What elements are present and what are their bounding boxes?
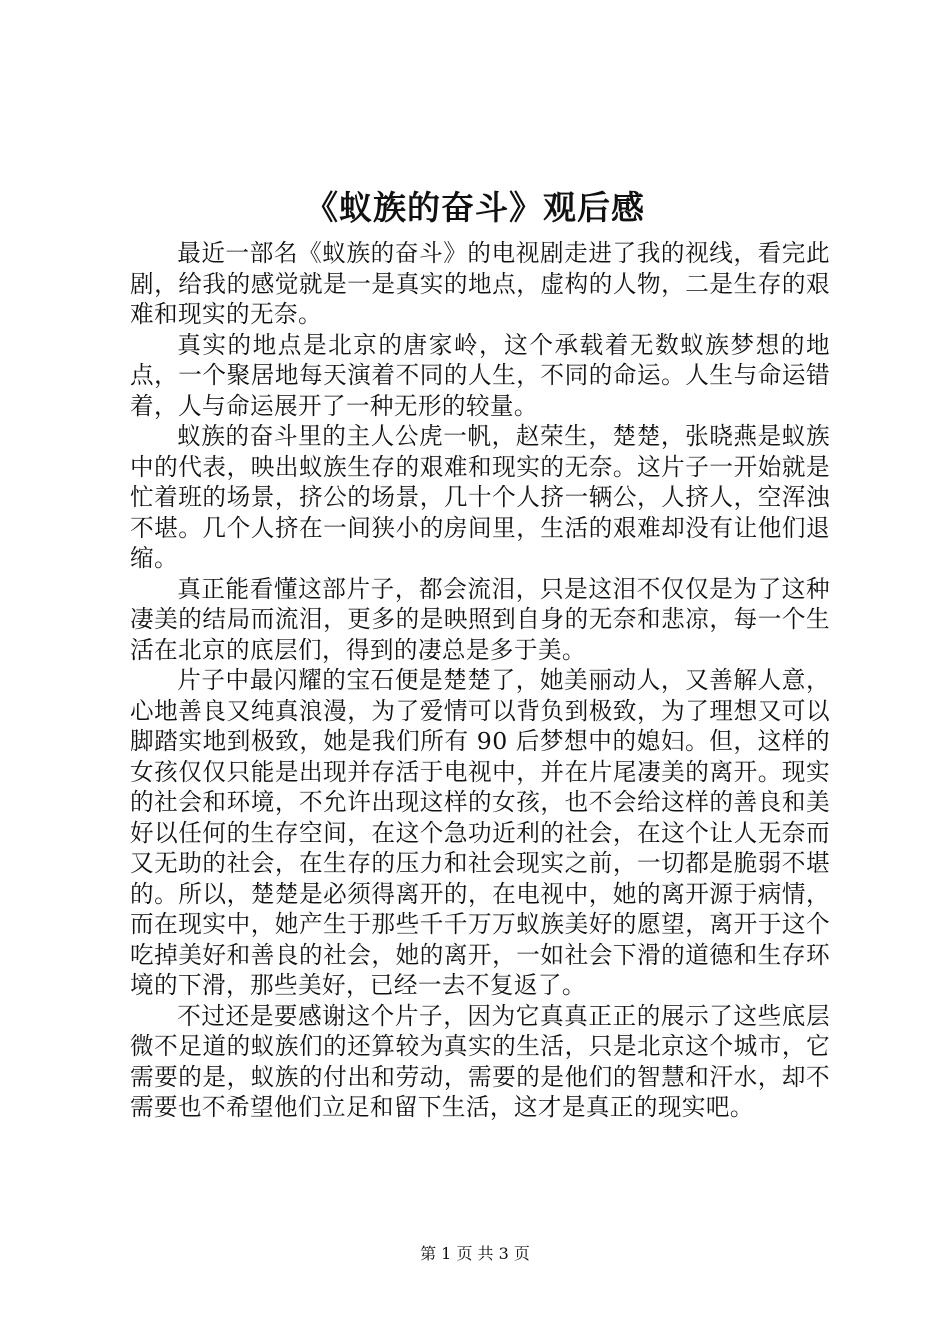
paragraph: 片子中最闪耀的宝石便是楚楚了，她美丽动人，又善解人意，心地善良又纯真浪漫，为了爱情可以背负到极致，为了理想又可以脚踏实地到极致，她是我们所有 90 后梦想中的媳妇。但，这样的女孩仅仅只能是出现并存活于电视中，并在片尾凄美的离开。现实的社会和环境，不允许出现这样的女孩，也不会给这样的善良和美好以任何的生存空间，在这个急功近利的社会，在这个让人无奈而又无助的社会，在生存的压力和社会现实之前，一切都是脆弱不堪的。所以，楚楚是必须得离开的，在电视中，她的离开源于病情，而在现实中，她产生于那些千千万万蚁族美好的愿望，离开于这个吃掉美好和善良的社会，她的离开，一如社会下滑的道德和生存环境的下滑，那些美好，已经一去不复返了。	[130, 666, 830, 999]
document-body	[130, 238, 830, 1123]
paragraph: 真实的地点是北京的唐家岭，这个承载着无数蚁族梦想的地点，一个聚居地每天演着不同的人生，不同的命运。人生与命运错着，人与命运展开了一种无形的较量。	[130, 330, 830, 420]
paragraph: 最近一部名《蚁族的奋斗》的电视剧走进了我的视线，看完此剧，给我的感觉就是一是真实的地点，虚构的人物，二是生存的艰难和现实的无奈。	[130, 239, 830, 328]
document-title: 《蚁族的奋斗》观后感	[305, 188, 645, 227]
paragraph: 蚁族的奋斗里的主人公虎一帆，赵荣生，楚楚，张晓燕是蚁族中的代表，映出蚁族生存的艰难和现实的无奈。这片子一开始就是忙着班的场景，挤公的场景，几十个人挤一辆公，人挤人，空浑浊不堪。几个人挤在一间狭小的房间里，生活的艰难却没有让他们退缩。	[130, 422, 830, 572]
paragraph: 不过还是要感谢这个片子，因为它真真正正的展示了这些底层微不足道的蚁族们的还算较为真实的生活，只是北京这个城市，它需要的是，蚁族的付出和劳动，需要的是他们的智慧和汗水，却不需要也不希望他们立足和留下生活，这才是真正的现实吧。	[130, 1001, 830, 1121]
paragraph: 真正能看懂这部片子，都会流泪，只是这泪不仅仅是为了这种凄美的结局而流泪，更多的是映照到自身的无奈和悲凉，每一个生活在北京的底层们，得到的凄总是多于美。	[130, 574, 830, 664]
page-footer: 第 1 页 共 3 页	[420, 1244, 530, 1263]
